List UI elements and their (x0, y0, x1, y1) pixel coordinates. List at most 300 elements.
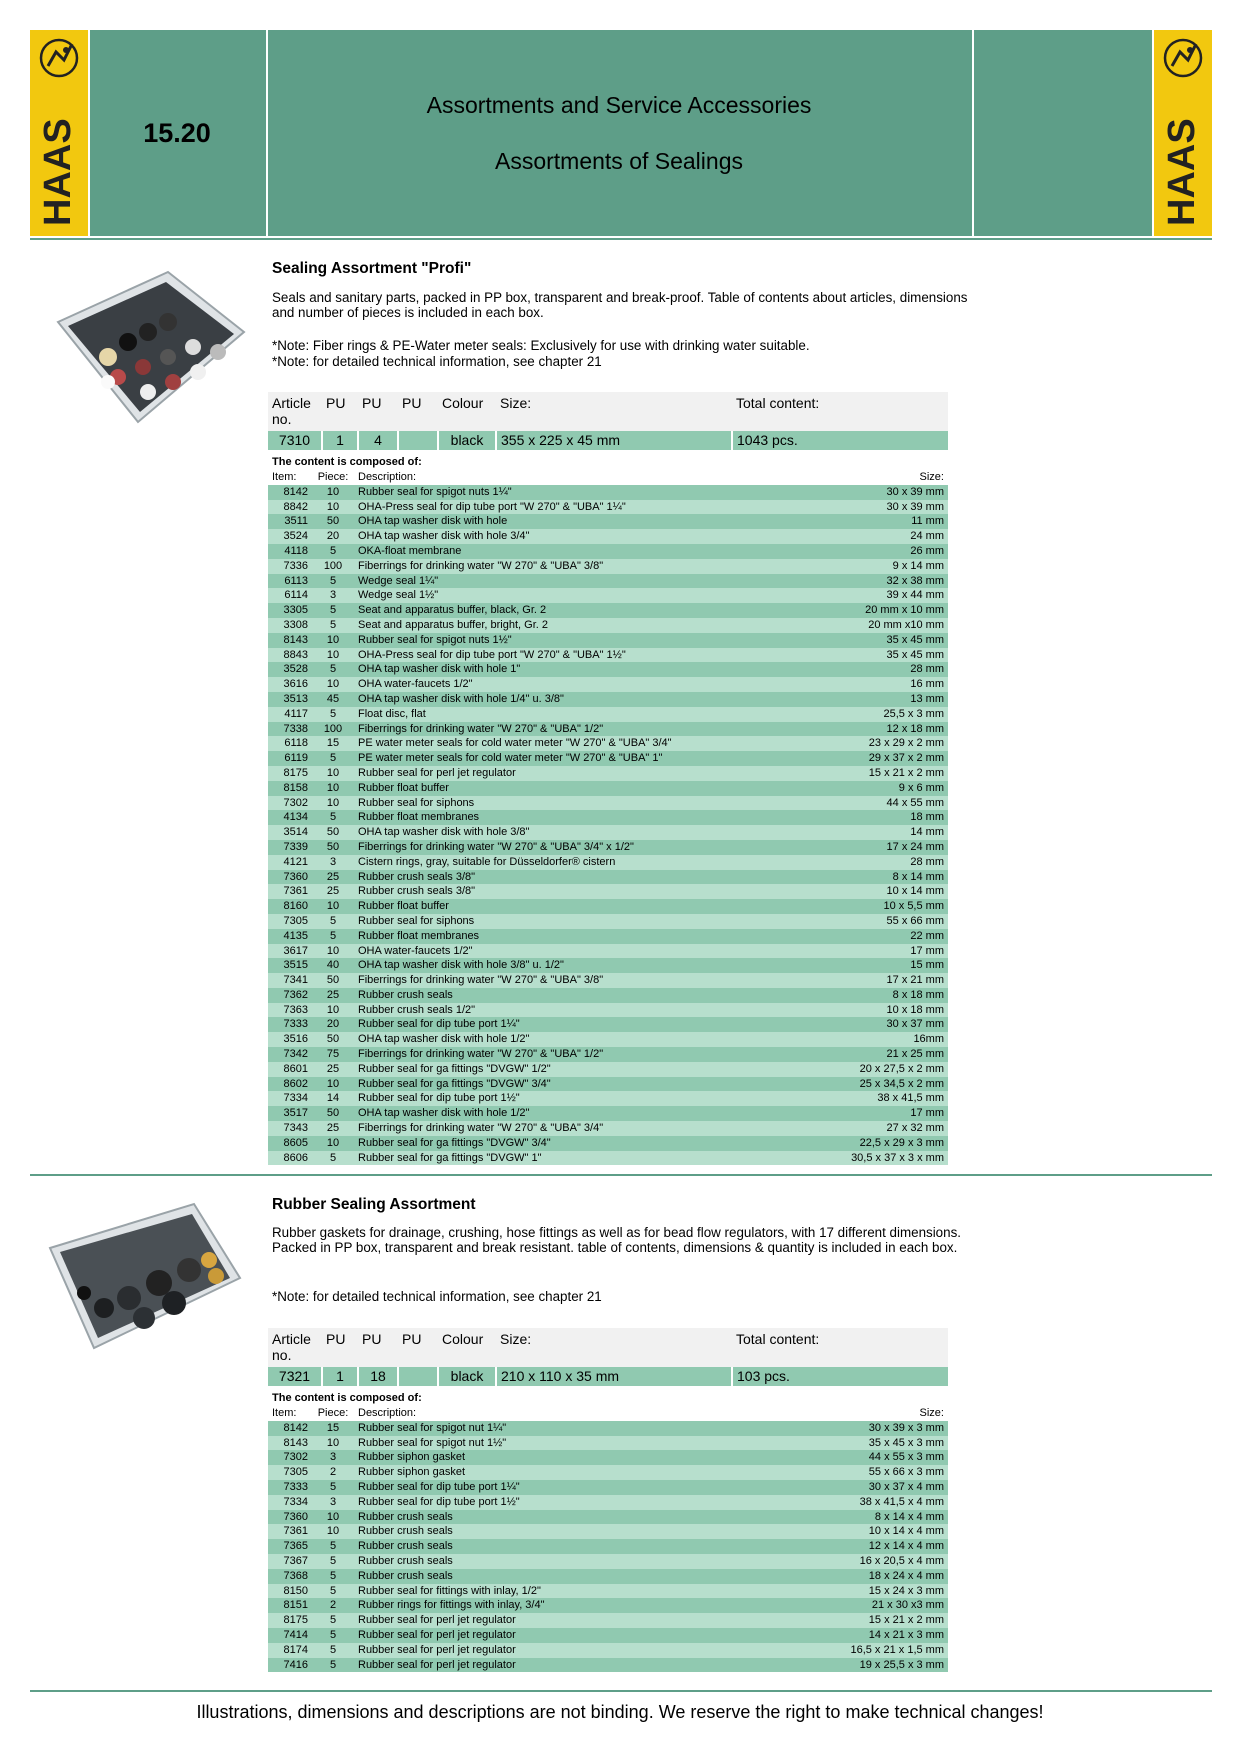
header-rule (30, 238, 1212, 240)
list-header-size: Size: (744, 1406, 948, 1421)
item-size: 55 x 66 x 3 mm (744, 1465, 948, 1480)
list-item (268, 1465, 948, 1480)
item-number: 8174 (268, 1643, 312, 1658)
piece-count: 20 (312, 529, 354, 544)
footer-disclaimer: Illustrations, dimensions and descriptions are not binding. We reserve the right to make technical changes! (196, 1702, 1044, 1722)
item-number: 7338 (268, 722, 312, 737)
item-number: 8842 (268, 500, 312, 515)
item-size: 11 mm (806, 514, 948, 529)
item-size: 30,5 x 37 x 3 x mm (806, 1151, 948, 1166)
item-size: 28 mm (806, 855, 948, 870)
section-divider (30, 1174, 1212, 1176)
item-size: 8 x 14 mm (806, 870, 948, 885)
item-description: Wedge seal 1¼" (354, 574, 806, 589)
item-description: Rubber seal for siphons (354, 914, 806, 929)
piece-count: 3 (312, 1450, 354, 1465)
pu-value (398, 1367, 438, 1386)
size-value: 355 x 225 x 45 mm (496, 431, 732, 450)
item-description: Rubber seal for perl jet regulator (354, 1643, 744, 1658)
rubber-title: Rubber Sealing Assortment (272, 1196, 476, 1213)
size-value: 210 x 110 x 35 mm (496, 1367, 732, 1386)
list-item (268, 1628, 948, 1643)
list-item (268, 485, 948, 500)
piece-count: 45 (312, 692, 354, 707)
item-size: 10 x 18 mm (806, 1003, 948, 1018)
item-size: 22,5 x 29 x 3 mm (806, 1136, 948, 1151)
item-description: Rubber seal for perl jet regulator (354, 1613, 744, 1628)
item-number: 3617 (268, 944, 312, 959)
item-size: 10 x 14 x 4 mm (744, 1524, 948, 1539)
item-number: 8175 (268, 1613, 312, 1628)
item-description: OHA tap washer disk with hole 1/2" (354, 1106, 806, 1121)
item-number: 3308 (268, 618, 312, 633)
piece-count: 10 (312, 1136, 354, 1151)
item-number: 3514 (268, 825, 312, 840)
item-number: 7336 (268, 559, 312, 574)
item-size: 14 x 21 x 3 mm (744, 1628, 948, 1643)
page-subtitle: Assortments of Sealings (494, 148, 743, 174)
item-size: 16,5 x 21 x 1,5 mm (744, 1643, 948, 1658)
piece-count: 5 (312, 1584, 354, 1599)
piece-count: 15 (312, 1421, 354, 1436)
piece-count: 5 (312, 662, 354, 677)
item-description: Rubber seal for dip tube port 1¼" (354, 1480, 744, 1495)
piece-count: 100 (312, 559, 354, 574)
piece-count: 10 (312, 500, 354, 515)
item-size: 30 x 37 mm (806, 1017, 948, 1032)
list-item (268, 1121, 948, 1136)
piece-count: 3 (312, 1495, 354, 1510)
rubber-sealing-assortment-photo (44, 1198, 244, 1393)
list-item (268, 1450, 948, 1465)
profi-content-list (268, 470, 948, 1165)
item-number: 6119 (268, 751, 312, 766)
item-number: 8605 (268, 1136, 312, 1151)
item-number: 7365 (268, 1539, 312, 1554)
item-size: 35 x 45 mm (806, 633, 948, 648)
list-item (268, 914, 948, 929)
header-article: Article no. (268, 1328, 322, 1367)
piece-count: 25 (312, 988, 354, 1003)
item-description: Rubber seal for spigot nuts 1½" (354, 633, 806, 648)
rubber-note-1: *Note: for detailed technical information, see chapter 21 (272, 1289, 602, 1304)
list-header-description: Description: (354, 1406, 744, 1421)
list-item (268, 677, 948, 692)
header-total: Total content: (732, 1328, 948, 1367)
list-item (268, 1047, 948, 1062)
list-item (268, 840, 948, 855)
piece-count: 5 (312, 810, 354, 825)
item-size: 55 x 66 mm (806, 914, 948, 929)
item-size: 25,5 x 3 mm (806, 707, 948, 722)
piece-count: 10 (312, 1003, 354, 1018)
piece-count: 5 (312, 544, 354, 559)
total-value: 1043 pcs. (732, 431, 948, 450)
item-number: 3528 (268, 662, 312, 677)
item-size: 20 x 27,5 x 2 mm (806, 1062, 948, 1077)
svg-text:HAAS: HAAS (37, 118, 79, 226)
item-size: 14 mm (806, 825, 948, 840)
piece-count: 3 (312, 855, 354, 870)
list-item (268, 870, 948, 885)
list-item (268, 736, 948, 751)
rubber-description: Rubber gaskets for drainage, crushing, hose fittings as well as for bead flow regulators, with 17 different dimensions. Packed in PP box, transparent and break resistant. table of contents, dimensions & quantity is included in each box. (272, 1225, 961, 1255)
item-description: Cistern rings, gray, suitable for Düsseldorfer® cistern (354, 855, 806, 870)
svg-text:HAAS: HAAS (1161, 118, 1203, 226)
list-item (268, 958, 948, 973)
piece-count: 5 (312, 707, 354, 722)
header-size: Size: (496, 1328, 732, 1367)
list-item (268, 722, 948, 737)
piece-count: 10 (312, 485, 354, 500)
item-description: Rubber crush seals (354, 988, 806, 1003)
item-description: Rubber seal for siphons (354, 796, 806, 811)
item-number: 7363 (268, 1003, 312, 1018)
piece-count: 10 (312, 766, 354, 781)
item-description: Rubber seal for perl jet regulator (354, 1628, 744, 1643)
list-item (268, 1480, 948, 1495)
piece-count: 50 (312, 514, 354, 529)
item-size: 30 x 39 mm (806, 485, 948, 500)
item-size: 13 mm (806, 692, 948, 707)
item-description: Rubber seal for ga fittings "DVGW" 1/2" (354, 1062, 806, 1077)
piece-count: 10 (312, 781, 354, 796)
item-number: 8142 (268, 1421, 312, 1436)
item-size: 38 x 41,5 x 4 mm (744, 1495, 948, 1510)
header-divider (972, 30, 974, 236)
item-number: 3517 (268, 1106, 312, 1121)
item-number: 7302 (268, 1450, 312, 1465)
product-row (268, 431, 948, 450)
list-header-piece: Piece: (312, 470, 354, 485)
piece-count: 2 (312, 1465, 354, 1480)
item-description: Rubber float buffer (354, 899, 806, 914)
piece-count: 100 (312, 722, 354, 737)
item-size: 20 mm x 10 mm (806, 603, 948, 618)
item-description: Rubber float membranes (354, 810, 806, 825)
piece-count: 40 (312, 958, 354, 973)
item-size: 30 x 37 x 4 mm (744, 1480, 948, 1495)
item-description: Rubber seal for perl jet regulator (354, 766, 806, 781)
list-item (268, 1032, 948, 1047)
item-description: Fiberrings for drinking water "W 270" & "UBA" 1/2" (354, 722, 806, 737)
item-number: 7333 (268, 1017, 312, 1032)
item-number: 7333 (268, 1480, 312, 1495)
piece-count: 10 (312, 1436, 354, 1451)
item-size: 21 x 30 x3 mm (744, 1598, 948, 1613)
item-number: 8143 (268, 633, 312, 648)
item-number: 7343 (268, 1121, 312, 1136)
header-pu: PU (322, 392, 358, 431)
pu-value: 1 (322, 431, 358, 450)
item-size: 15 x 24 x 3 mm (744, 1584, 948, 1599)
item-description: OHA tap washer disk with hole 1/2" (354, 1032, 806, 1047)
item-number: 8843 (268, 648, 312, 663)
item-size: 30 x 39 x 3 mm (744, 1421, 948, 1436)
item-number: 7342 (268, 1047, 312, 1062)
piece-count: 5 (312, 603, 354, 618)
list-item (268, 1569, 948, 1584)
item-description: Rubber seal for ga fittings "DVGW" 3/4" (354, 1136, 806, 1151)
list-item (268, 1436, 948, 1451)
item-number: 7361 (268, 1524, 312, 1539)
list-item (268, 1643, 948, 1658)
list-item (268, 1421, 948, 1436)
item-description: Rubber crush seals (354, 1539, 744, 1554)
item-description: Rubber siphon gasket (354, 1450, 744, 1465)
list-item (268, 1613, 948, 1628)
item-description: OHA-Press seal for dip tube port "W 270" & "UBA" 1¼" (354, 500, 806, 515)
item-size: 17 x 21 mm (806, 973, 948, 988)
item-description: OHA tap washer disk with hole 1" (354, 662, 806, 677)
sealing-assortment-profi-photo (48, 262, 246, 459)
item-size: 28 mm (806, 662, 948, 677)
item-description: Rubber crush seals (354, 1524, 744, 1539)
header-article: Article no. (268, 392, 322, 431)
list-item (268, 1554, 948, 1569)
piece-count: 10 (312, 1077, 354, 1092)
item-size: 30 x 39 mm (806, 500, 948, 515)
item-description: OKA-float membrane (354, 544, 806, 559)
list-header-item: Item: (268, 1406, 312, 1421)
list-item (268, 1658, 948, 1673)
header-pu: PU (398, 1328, 438, 1367)
piece-count: 75 (312, 1047, 354, 1062)
item-description: OHA tap washer disk with hole 1/4" u. 3/8" (354, 692, 806, 707)
list-header-piece: Piece: (312, 1406, 354, 1421)
item-description: Rubber crush seals 1/2" (354, 1003, 806, 1018)
piece-count: 10 (312, 677, 354, 692)
item-number: 7360 (268, 870, 312, 885)
list-item (268, 559, 948, 574)
item-size: 16mm (806, 1032, 948, 1047)
profi-product-table (268, 392, 948, 450)
section-number: 15.20 (143, 118, 211, 148)
item-number: 7339 (268, 840, 312, 855)
article-number: 7310 (268, 431, 322, 450)
item-number: 7302 (268, 796, 312, 811)
piece-count: 14 (312, 1091, 354, 1106)
list-item (268, 1524, 948, 1539)
item-description: OHA tap washer disk with hole 3/8" (354, 825, 806, 840)
list-item (268, 1017, 948, 1032)
item-size: 26 mm (806, 544, 948, 559)
header-colour: Colour (438, 1328, 496, 1367)
item-size: 16 x 20,5 x 4 mm (744, 1554, 948, 1569)
piece-count: 2 (312, 1598, 354, 1613)
content-composed-heading: The content is composed of: (272, 456, 422, 468)
item-number: 3516 (268, 1032, 312, 1047)
piece-count: 50 (312, 840, 354, 855)
item-size: 9 x 14 mm (806, 559, 948, 574)
list-item (268, 884, 948, 899)
item-number: 8150 (268, 1584, 312, 1599)
item-description: Rubber seal for dip tube port 1¼" (354, 1017, 806, 1032)
rubber-product-table (268, 1328, 948, 1386)
pu-value: 1 (322, 1367, 358, 1386)
item-size: 22 mm (806, 929, 948, 944)
item-description: Rubber seal for perl jet regulator (354, 1658, 744, 1673)
item-description: OHA tap washer disk with hole 3/8" u. 1/2" (354, 958, 806, 973)
haas-logo-left (30, 30, 88, 236)
content-composed-heading: The content is composed of: (272, 1392, 422, 1404)
item-size: 9 x 6 mm (806, 781, 948, 796)
item-number: 7367 (268, 1554, 312, 1569)
item-size: 8 x 14 x 4 mm (744, 1510, 948, 1525)
piece-count: 10 (312, 899, 354, 914)
item-size: 15 x 21 x 2 mm (744, 1613, 948, 1628)
item-description: PE water meter seals for cold water meter "W 270" & "UBA" 1" (354, 751, 806, 766)
list-item (268, 514, 948, 529)
item-number: 4118 (268, 544, 312, 559)
footer-rule (30, 1690, 1212, 1692)
profi-note-1: *Note: Fiber rings & PE-Water meter seals: Exclusively for use with drinking water suitable. (272, 338, 810, 353)
item-description: Fiberrings for drinking water "W 270" & "UBA" 3/8" (354, 973, 806, 988)
item-size: 18 x 24 x 4 mm (744, 1569, 948, 1584)
list-item (268, 1003, 948, 1018)
item-description: OHA tap washer disk with hole 3/4" (354, 529, 806, 544)
rubber-content-list (268, 1406, 948, 1672)
header-pu: PU (322, 1328, 358, 1367)
list-item (268, 1077, 948, 1092)
pu-value: 18 (358, 1367, 398, 1386)
item-size: 12 x 18 mm (806, 722, 948, 737)
item-number: 4121 (268, 855, 312, 870)
item-description: Rubber seal for ga fittings "DVGW" 3/4" (354, 1077, 806, 1092)
profi-note-2: *Note: for detailed technical information, see chapter 21 (272, 354, 602, 369)
piece-count: 5 (312, 1658, 354, 1673)
item-number: 7305 (268, 1465, 312, 1480)
item-description: Rubber seal for dip tube port 1½" (354, 1495, 744, 1510)
piece-count: 50 (312, 1106, 354, 1121)
list-header-item: Item: (268, 470, 312, 485)
list-item (268, 929, 948, 944)
item-description: Rubber float membranes (354, 929, 806, 944)
piece-count: 10 (312, 648, 354, 663)
list-item (268, 825, 948, 840)
item-size: 10 x 5,5 mm (806, 899, 948, 914)
piece-count: 10 (312, 1510, 354, 1525)
item-description: Wedge seal 1½" (354, 588, 806, 603)
item-number: 8151 (268, 1598, 312, 1613)
item-size: 35 x 45 mm (806, 648, 948, 663)
page-title: Assortments and Service Accessories (426, 92, 812, 118)
item-number: 7334 (268, 1495, 312, 1510)
piece-count: 25 (312, 884, 354, 899)
piece-count: 5 (312, 618, 354, 633)
list-item (268, 751, 948, 766)
piece-count: 5 (312, 1613, 354, 1628)
item-size: 38 x 41,5 mm (806, 1091, 948, 1106)
item-description: Rubber float buffer (354, 781, 806, 796)
item-size: 29 x 37 x 2 mm (806, 751, 948, 766)
item-description: Rubber rings for fittings with inlay, 3/4" (354, 1598, 744, 1613)
item-number: 3305 (268, 603, 312, 618)
list-header-description: Description: (354, 470, 806, 485)
item-size: 17 mm (806, 1106, 948, 1121)
item-size: 17 mm (806, 944, 948, 959)
item-description: PE water meter seals for cold water meter "W 270" & "UBA" 3/4" (354, 736, 806, 751)
list-item (268, 648, 948, 663)
item-number: 3511 (268, 514, 312, 529)
piece-count: 5 (312, 914, 354, 929)
list-item (268, 588, 948, 603)
piece-count: 25 (312, 870, 354, 885)
item-description: Fiberrings for drinking water "W 270" & "UBA" 1/2" (354, 1047, 806, 1062)
piece-count: 25 (312, 1121, 354, 1136)
pu-value (398, 431, 438, 450)
colour-value: black (438, 1367, 496, 1386)
item-number: 6114 (268, 588, 312, 603)
list-item (268, 1151, 948, 1166)
list-item (268, 544, 948, 559)
item-size: 8 x 18 mm (806, 988, 948, 1003)
item-number: 8143 (268, 1436, 312, 1451)
item-description: OHA water-faucets 1/2" (354, 944, 806, 959)
piece-count: 50 (312, 973, 354, 988)
item-number: 7362 (268, 988, 312, 1003)
list-item (268, 1495, 948, 1510)
header-pu: PU (398, 392, 438, 431)
piece-count: 10 (312, 796, 354, 811)
list-header-size: Size: (806, 470, 948, 485)
item-number: 8606 (268, 1151, 312, 1166)
item-size: 24 mm (806, 529, 948, 544)
piece-count: 5 (312, 1539, 354, 1554)
item-description: Fiberrings for drinking water "W 270" & "UBA" 3/4" x 1/2" (354, 840, 806, 855)
list-item (268, 707, 948, 722)
list-item (268, 574, 948, 589)
list-item (268, 944, 948, 959)
item-number: 7360 (268, 1510, 312, 1525)
item-size: 23 x 29 x 2 mm (806, 736, 948, 751)
list-item (268, 973, 948, 988)
piece-count: 5 (312, 751, 354, 766)
item-size: 32 x 38 mm (806, 574, 948, 589)
item-size: 25 x 34,5 x 2 mm (806, 1077, 948, 1092)
item-description: Rubber seal for fittings with inlay, 1/2" (354, 1584, 744, 1599)
item-number: 4134 (268, 810, 312, 825)
item-number: 8142 (268, 485, 312, 500)
list-item (268, 692, 948, 707)
item-description: Rubber crush seals (354, 1510, 744, 1525)
header-pu: PU (358, 392, 398, 431)
list-item (268, 855, 948, 870)
total-value: 103 pcs. (732, 1367, 948, 1386)
list-item (268, 633, 948, 648)
item-size: 27 x 32 mm (806, 1121, 948, 1136)
piece-count: 3 (312, 588, 354, 603)
item-description: Fiberrings for drinking water "W 270" & "UBA" 3/8" (354, 559, 806, 574)
item-number: 7416 (268, 1658, 312, 1673)
item-description: Rubber crush seals 3/8" (354, 870, 806, 885)
list-item (268, 781, 948, 796)
piece-count: 5 (312, 1480, 354, 1495)
piece-count: 5 (312, 929, 354, 944)
item-size: 35 x 45 x 3 mm (744, 1436, 948, 1451)
item-number: 8158 (268, 781, 312, 796)
piece-count: 25 (312, 1062, 354, 1077)
list-item (268, 766, 948, 781)
item-description: Rubber seal for spigot nut 1¼" (354, 1421, 744, 1436)
list-item (268, 796, 948, 811)
item-size: 15 mm (806, 958, 948, 973)
list-item (268, 1091, 948, 1106)
piece-count: 10 (312, 1524, 354, 1539)
item-number: 4135 (268, 929, 312, 944)
piece-count: 50 (312, 825, 354, 840)
profi-description: Seals and sanitary parts, packed in PP box, transparent and break-proof. Table of contents about articles, dimensions and number of pieces is included in each box. (272, 290, 968, 320)
